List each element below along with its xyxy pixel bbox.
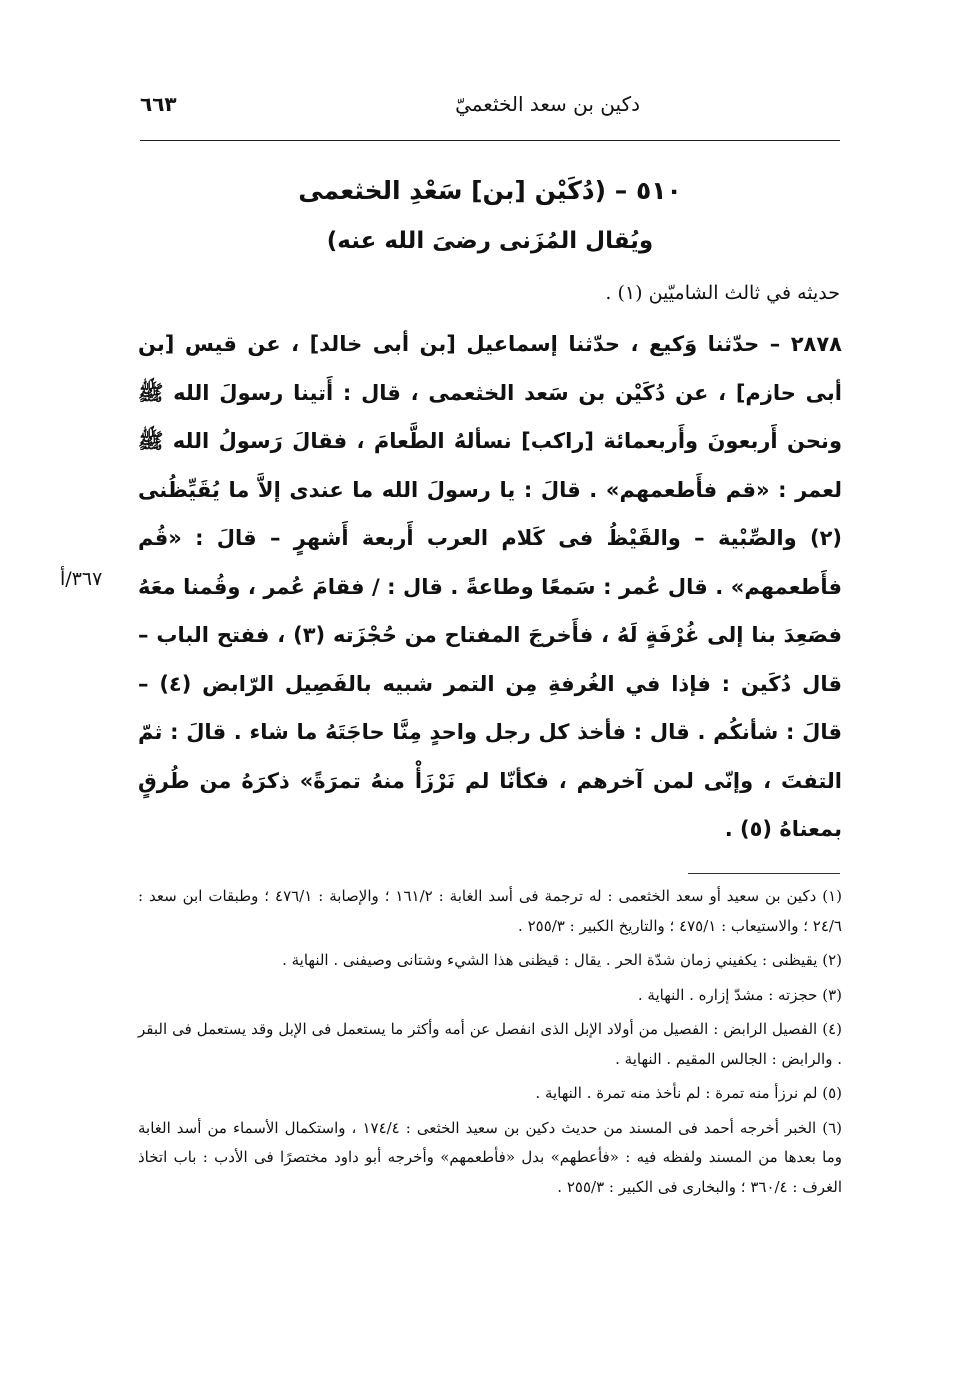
footnote-separator <box>688 873 840 874</box>
page-number: ٦٦٣ <box>140 92 177 116</box>
footnote: (٤) الفصيل الرابض : الفصيل من أولاد الإبل الذى انفصل عن أمه وأكثر ما يستعمل فى الإبل وقد يستعمل فى البقر . والرابض : الجالس المقيم . النهاية . <box>138 1020 842 1068</box>
entry-subtitle: ويُقال المُزَنى رضىَ الله عنه) <box>326 228 654 254</box>
entry-intro: حديثه في ثالث الشاميّين (١) . <box>605 282 840 304</box>
footnote: (٦) الخبر أخرجه أحمد فى المسند من حديث دكين بن سعيد الخثعى : ١٧٤/٤ ، واستكمال الأسماء من أسد الغابة وما بعدها من المسند ولفظه فيه : «فأعطهم» بدل «فأطعمهم» وأخرجه أبو داود مختصرًا فى الأدب : باب اتخاذ الغرف : ٣٦٠/٤ ؛ والبخارى فى الكبير : ٢٥٥/٣ . <box>138 1118 842 1196</box>
running-header <box>140 92 840 128</box>
margin-reference: ٣٦٧/أ <box>60 568 103 590</box>
footnote: (٣) حجزته : مشدّ إزاره . النهاية . <box>637 985 842 1004</box>
running-title: دكين بن سعد الخثعميّ <box>455 92 640 116</box>
header-rule <box>140 140 840 141</box>
footnote: (١) دكين بن سعيد أو سعد الخثعمى : له ترجمة فى أسد الغابة : ١٦١/٢ ؛ والإصابة : ٤٧٦/١ ؛ وطبقات ابن سعد : ٢٤/٦ ؛ والاستيعاب : ٤٧٥/١ ؛ والتاريخ الكبير : ٢٥٥/٣ . <box>138 887 842 935</box>
footnotes <box>138 882 842 1207</box>
footnote: (٢) يقيظنى : يكفيني زمان شدّة الحر . يقال : قيظنى هذا الشيء وشتانى وصيفنى . النهاية . <box>282 951 842 969</box>
hadith-text: ٢٨٧٨ – حدّثنا وَكيع ، حدّثنا إسماعيل [بن أبى خالد] ، عن قيس [بن أبى حازم] ، عن دُكَيْن بن سَعد الخثعمى ، قال : أَتينا رسولَ الله ﷺ ونحن أَربعونَ وأَربعمائة [راكب] نسألهُ الطَّعامَ ، فقالَ رَسولُ الله ﷺ لعمر : «قم فأَطعمهم» . قالَ : يا رسولَ الله ما عندى إلاَّ ما يُقَيِّظُنى (٢) والصِّبْية – والقَيْظُ فى كَلام العرب أَربعة أَشهرٍ – قالَ : «قُم فأَطعمهم» . قال عُمر : سَمعًا وطاعةً . قال : / فقامَ عُمر ، وقُمنا معَهُ فصَعِدَ بنا إلى غُرْفَةٍ لَهُ ، فأَخرجَ المفتاح من حُجْزَته (٣) ، ففتح الباب – قال دُكَين : فإذا في الغُرفةِ مِن التمر شبيه بالفَصِيل الرّابض (٤) – قالَ : شأنكُم . قال : فأخذ كل رجل واحدٍ مِنَّا حاجَتَهُ ما شاء . قالَ : ثمّ التفتَ ، وإنّى لمن آخرهم ، فكأنّا لم نَرْزَأْ منهُ تمرَةً» ذكرَهُ من طُرقٍ بمعناهُ (٥) . <box>138 332 842 841</box>
footnote: (٥) لم نرزأ منه تمرة : لم نأخذ منه تمرة . النهاية . <box>535 1084 842 1102</box>
entry-title: ٥١٠ – (دُكَيْن [بن] سَعْدِ الخثعمى <box>298 176 682 205</box>
